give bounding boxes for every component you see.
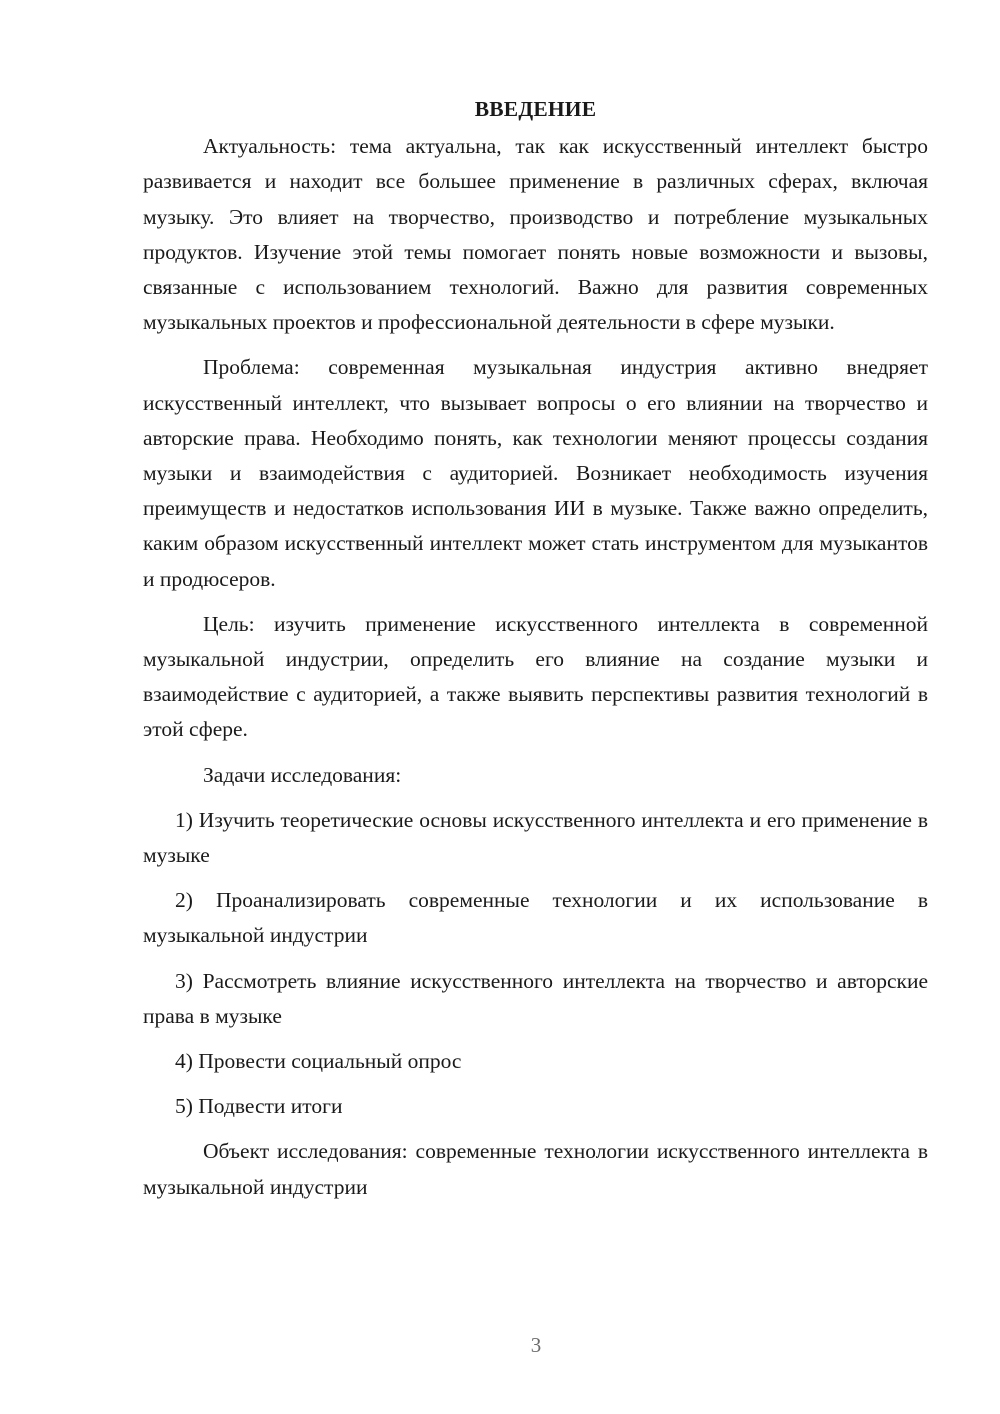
task-item-2: 2) Проанализировать современные технологии и их использование в музыкальной индустрии xyxy=(143,888,928,948)
tasks-heading: Задачи исследования: xyxy=(203,762,402,787)
task-item-4: 4) Провести социальный опрос xyxy=(175,1049,462,1074)
paragraph-object: Объект исследования: современные технологии искусственного интеллекта в музыкальной индустрии xyxy=(143,1139,928,1199)
paragraph-relevance: Актуальность: тема актуальна, так как искусственный интеллект быстро развивается и находит все большее применение в различных сферах, включая музыку. Это влияет на творчество, производство и потребление музыкальных продуктов. Изучение этой темы помогает понять новые возможности и вызовы, связанные с использованием технологий. Важно для развития современных музыкальных проектов и профессиональной деятельности в сфере музыки. xyxy=(143,134,928,335)
page-number: 3 xyxy=(530,1333,542,1357)
task-item-1: 1) Изучить теоретические основы искусственного интеллекта и его применение в музыке xyxy=(143,807,928,868)
paragraph-goal: Цель: изучить применение искусственного интеллекта в современной музыкальной индустрии, определить его влияние на создание музыки и взаимодействие с аудиторией, а также выявить перспективы развития технологий в этой сфере. xyxy=(143,611,928,742)
document-page xyxy=(143,92,928,1215)
task-item-3: 3) Рассмотреть влияние искусственного интеллекта на творчество и авторские права в музыке xyxy=(143,968,928,1028)
paragraph-problem: Проблема: современная музыкальная индустрия активно внедряет искусственный интеллект, что вызывает вопросы о его влиянии на творчество и авторские права. Необходимо понять, как технологии меняют процессы создания музыки и взаимодействия с аудиторией. Возникает необходимость изучения преимуществ и недостатков использования ИИ в музыке. Также важно определить, каким образом искусственный интеллект может стать инструментом для музыкантов и продюсеров. xyxy=(143,355,928,591)
task-item-5: 5) Подвести итоги xyxy=(175,1094,343,1119)
section-title: ВВЕДЕНИЕ xyxy=(474,97,597,121)
